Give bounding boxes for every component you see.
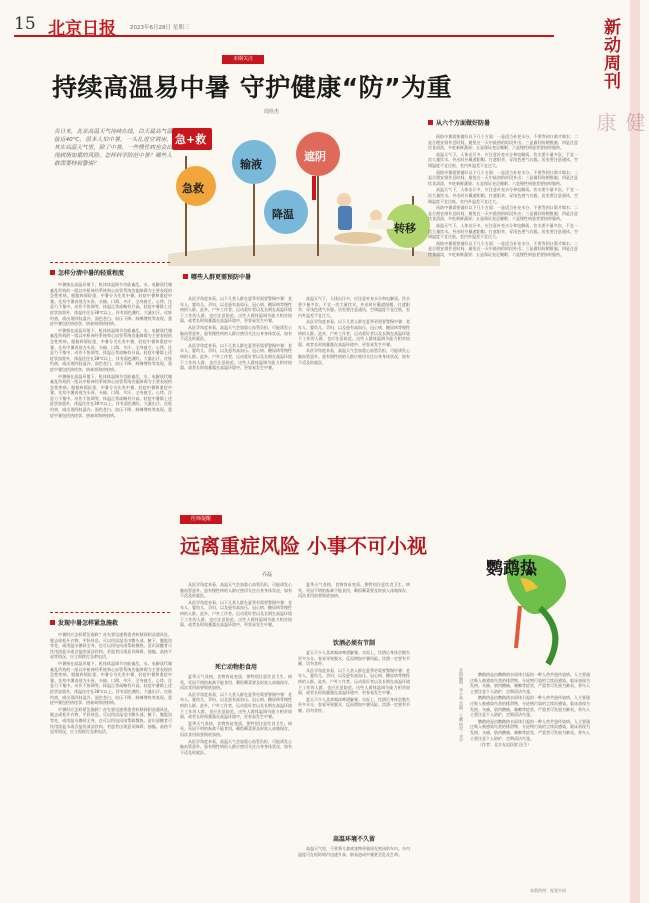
column-sub: 健康: [593, 112, 646, 134]
paragraph: 鹦鹉热是由鹦鹉热衣原体引起的一种人兽共患传染病。人主要通过吸入被感染鸟类的排泄物、分泌物污染的尘埃而感染。临床表现为发热、头痛、肌肉酸痛、咳嗽等症状，严重者可发展为肺炎。养鸟人士要注意个人防护，定期清洁鸟笼。: [470, 718, 590, 741]
paragraph: 夏季天气炎热，食物容易变质，要特别注意饮食卫生。病死、死因不明的畜禽不能食用，剩饭剩菜要及时放入冰箱保存，再次食用前要彻底加热。: [180, 674, 292, 691]
paragraph: 高温天气下，人体出汗多，应注意补充水分和电解质。饮水要少量多次，不宜一次大量饮水。外出时应戴遮阳帽、打遮阳伞，穿浅色透气衣服。居室要注意通风，空调温度不宜过低，室内外温差不宜过大。: [428, 187, 578, 204]
paragraph: 中暑指在高温环境下，机体体温调节功能紊乱，水、电解质代谢紊乱所致的一组以中枢神经系统和心血管系统功能障碍为主要表现的急性疾病。根据病情轻重，中暑分为先兆中暑、轻症中暑和重症中暑。先兆中暑表现为头昏、头痛、口渴、多汗、全身疲乏、心悸、注意力不集中、动作不协调等，体温正常或略有升高。轻症中暑除上述症状加重外，体温往往在38℃以上，伴有面色潮红、大量出汗、皮肤灼热，或出现四肢湿冷、面色苍白、血压下降、脉搏增快等表现。重症中暑包括热痉挛、热衰竭和热射病。: [50, 282, 172, 327]
section-title-3: 哪些人群更需预防中暑: [183, 272, 313, 281]
section-title-5: 死亡动物拒食用: [214, 664, 257, 671]
col6-text: [298, 582, 410, 634]
paragraph: 高温天气下，人体出汗多，应注意补充水分和电解质。饮水要少量多次，不宜一次大量饮水。外出时应戴遮阳帽、打遮阳伞，穿浅色透气衣服。居室要注意通风，空调温度不宜过低，室内外温差不宜过大。: [298, 296, 410, 318]
paper-name: 北京日报: [48, 19, 116, 39]
paragraph: 从医学角度来看，以下几类人群在夏季更需要警惕中暑：老年人、婴幼儿、孕妇，以及患有高血压、冠心病、糖尿病等慢性病的人群。此外，户外工作者、运动爱好者以及长期在高温环境下工作的人群，也应注意防范。这些人群体温调节能力相对较弱，或者长时间暴露在高温环境中，更容易发生中暑。: [298, 667, 410, 696]
paragraph: 从医学角度来看，高温天气会加重心血管负担，可能诱发心脑血管意外。患有慢性病的人群应密切关注自身身体状况，如有不适及时就医。: [180, 324, 292, 342]
sign-label-3: 遮阴: [304, 150, 326, 163]
paragraph: 从医学角度来看，高温天气会加重心血管负担，可能诱发心脑血管意外。患有慢性病的人群应密切关注自身身体状况，如有不适及时就医。: [180, 582, 292, 599]
sign-label-2: 输液: [240, 158, 262, 171]
paragraph: 预防中暑需要做好以下几个方面：一是适当补充水分，不要等到口渴才喝水；二是合理安排作息时间，避免在一天中最热的时段外出；三是做好防晒措施；四是注意饮食清淡，多吃新鲜蔬果；五是保证充足睡眠；六是慢性病患者要按时服药。: [428, 134, 578, 151]
sign-label-1: 急救: [182, 182, 204, 195]
paragraph: 中暑指在高温环境下，机体体温调节功能紊乱，水、电解质代谢紊乱所致的一组以中枢神经系统和心血管系统功能障碍为主要表现的急性疾病。根据病情轻重，中暑分为先兆中暑、轻症中暑和重症中暑。先兆中暑表现为头昏、头痛、口渴、多汗、全身疲乏、心悸、注意力不集中、动作不协调等，体温正常或略有升高。轻症中暑除上述症状加重外，体温往往在38℃以上，伴有面色潮红、大量出汗、皮肤灼热，或出现四肢湿冷、面色苍白、血压下降、脉搏增快等表现。重症中暑包括热痉挛、热衰竭和热射病。: [50, 373, 172, 418]
byline: 周佳杰: [264, 109, 280, 115]
masthead: [14, 13, 554, 37]
first-aid-illustration: [168, 116, 440, 266]
parrot-title: 鹦鹉热: [486, 559, 537, 579]
bullet-icon: [428, 120, 433, 125]
paragraph: 预防中暑需要做好以下几个方面：一是适当补充水分，不要等到口渴才喝水；二是合理安排作息时间，避免在一天中最热的时段外出；三是做好防晒措施；四是注意饮食清淡，多吃新鲜蔬果；五是保证充足睡眠；六是慢性病患者要按时服药。: [428, 240, 578, 257]
top-kicker: 本期关注: [222, 55, 264, 64]
paragraph: 中暑时应怎样紧急施救？首先要迅速将患者转移到阴凉通风处，脱去或松开衣物，平卧休息。可以用凉湿毛巾敷头部、腋下、腹股沟等处，或用温水擦拭全身，也可以用电风扇帮助散热。意识清醒者可饮用淡盐水或含盐的清凉饮料。若患者出现意识障碍、抽搐、高热不退等情况，应立即拨打急救电话。: [50, 632, 172, 660]
section-title-2: 发现中暑怎样紧急施救: [50, 618, 170, 627]
paragraph: 鹦鹉热是由鹦鹉热衣原体引起的一种人兽共患传染病。人主要通过吸入被感染鸟类的排泄物、分泌物污染的尘埃而感染。临床表现为发热、头痛、肌肉酸痛、咳嗽等症状，严重者可发展为肺炎。养鸟人士要注意个人防护，定期清洁鸟笼。: [470, 695, 590, 718]
paragraph: 从医学角度来看，以下几类人群在夏季更需要警惕中暑：老年人、婴幼儿、孕妇，以及患有高血压、冠心病、糖尿病等慢性病的人群。此外，户外工作者、运动爱好者以及长期在高温环境下工作的人群，也应注意防范。这些人群体温调节能力相对较弱，或者长时间暴露在高温环境中，更容易发生中暑。: [298, 319, 410, 347]
paragraph: （作者：北京友谊医院 医生）: [478, 742, 532, 748]
column-label: [584, 14, 646, 144]
paragraph: 中暑指在高温环境下，机体体温调节功能紊乱，水、电解质代谢紊乱所致的一组以中枢神经系统和心血管系统功能障碍为主要表现的急性疾病。根据病情轻重，中暑分为先兆中暑、轻症中暑和重症中暑。先兆中暑表现为头昏、头痛、口渴、多汗、全身疲乏、心悸、注意力不集中、动作不协调等，体温正常或略有升高。轻症中暑除上述症状加重外，体温往往在38℃以上，伴有面色潮红、大量出汗、皮肤灼热，或出现四肢湿冷、面色苍白、血压下降、脉搏增快等表现。重症中暑包括热痉挛、热衰竭和热射病。: [50, 660, 172, 706]
paragraph: 高温天气下，人体出汗多，应注意补充水分和电解质。饮水要少量多次，不宜一次大量饮水。外出时应戴遮阳帽、打遮阳伞，穿浅色透气衣服。居室要注意通风，空调温度不宜过低，室内外温差不宜过大。: [428, 151, 578, 168]
issue-date: 2023年6月28日 星期三: [130, 25, 190, 31]
sign-label-6: 转移: [394, 222, 416, 235]
col2-text: [180, 296, 292, 506]
parrot-text: [470, 672, 590, 882]
sign-label-5: 降温: [272, 208, 294, 221]
paragraph: 预防中暑需要做好以下几个方面：一是适当补充水分，不要等到口渴才喝水；二是合理安排作息时间，避免在一天中最热的时段外出；三是做好防晒措施；四是注意饮食清淡，多吃新鲜蔬果；五是保证充足睡眠；六是慢性病患者要按时服药。: [428, 169, 578, 186]
paragraph: 从医学角度来看，以下几类人群在夏季更需要警惕中暑：老年人、婴幼儿、孕妇，以及患有高血压、冠心病、糖尿病等慢性病的人群。此外，户外工作者、运动爱好者以及长期在高温环境下工作的人群，也应注意防范。这些人群体温调节能力相对较弱，或者长时间暴露在高温环境中，更容易发生中暑。: [180, 599, 292, 628]
paragraph: 夏季天气炎热，食物容易变质，要特别注意饮食卫生。病死、死因不明的畜禽不能食用，剩饭剩菜要及时放入冰箱保存，再次食用前要彻底加热。: [180, 720, 292, 737]
parrot-box: [480, 548, 590, 666]
paragraph: 鹦鹉热是由鹦鹉热衣原体引起的一种人兽共患传染病。人主要通过吸入被感染鸟类的排泄物、分泌物污染的尘埃而感染。临床表现为发热、头痛、肌肉酸痛、咳嗽等症状，严重者可发展为肺炎。养鸟人士要注意个人防护，定期清洁鸟笼。: [470, 672, 590, 694]
section-title-7: 高温环境不久留: [332, 836, 375, 843]
paragraph: 夏天不少人喜欢喝冰啤酒解暑。实际上，饮酒后身体会散失更多水分，容易导致脱水，反而增加中暑风险。饮酒一定要有节制，切勿贪杯。: [298, 650, 410, 667]
paragraph: 高温天气下，人体出汗多，应注意补充水分和电解质。饮水要少量多次，不宜一次大量饮水。外出时应戴遮阳帽、打遮阳伞，穿浅色透气衣服。居室要注意通风，空调温度不宜过低，室内外温差不宜过大。: [428, 222, 578, 240]
paragraph: 中暑指在高温环境下，机体体温调节功能紊乱，水、电解质代谢紊乱所致的一组以中枢神经系统和心血管系统功能障碍为主要表现的急性疾病。根据病情轻重，中暑分为先兆中暑、轻症中暑和重症中暑。先兆中暑表现为头昏、头痛、口渴、多汗、全身疲乏、心悸、注意力不集中、动作不协调等，体温正常或略有升高。轻症中暑除上述症状加重外，体温往往在38℃以上，伴有面色潮红、大量出汗、皮肤灼热，或出现四肢湿冷、面色苍白、血压下降、脉搏增快等表现。重症中暑包括热痉挛、热衰竭和热射病。: [50, 327, 172, 372]
divider: [50, 262, 170, 263]
paragraph: 夏季天气炎热，食物容易变质，要特别注意饮食卫生。病死、死因不明的畜禽不能食用，剩饭剩菜要及时放入冰箱保存，再次食用前要彻底加热。: [298, 582, 410, 599]
paragraph: 从医学角度来看，以下几类人群在夏季更需要警惕中暑：老年人、婴幼儿、孕妇，以及患有高血压、冠心病、糖尿病等慢性病的人群。此外，户外工作者、运动爱好者以及长期在高温环境下工作的人群，也应注意防范。这些人群体温调节能力相对较弱，或者长时间暴露在高温环境中，更容易发生中暑。: [180, 691, 292, 720]
second-headline: 远离重症风险 小事不可小视: [180, 534, 427, 558]
column-name: 新动周刊: [600, 18, 620, 90]
intro-text: 炎日来，北京高温天气持续在线，白天最高气温接近40℃。很多人怕中暑，一头扎进空调房，其实高温天气里，除了中暑，一些慢性病也会出现病情加重的风险。怎样科学防范中暑？哪些人群需要特别警惕？: [54, 129, 172, 167]
side-stripe: [630, 0, 640, 903]
divider: [50, 612, 170, 613]
page-number: 15: [14, 14, 36, 34]
paragraph: 高温天气里，不要将儿童或宠物单独留在密闭的车内。车内温度可在短时间内迅速升高，极易造成中暑甚至危及生命。: [298, 846, 410, 857]
col7-text: [298, 846, 410, 894]
paragraph: 从医学角度来看，高温天气会加重心血管负担，可能诱发心脑血管意外。患有慢性病的人群应密切关注自身身体状况，如有不适及时就医。: [298, 348, 410, 365]
paragraph: 夏天不少人喜欢喝冰啤酒解暑。实际上，饮酒后身体会散失更多水分，容易导致脱水，反而增加中暑风险。饮酒一定要有节制，切勿贪杯。: [298, 696, 410, 713]
col6-text-b: [298, 650, 410, 830]
section-title-6: 饮酒必须有节制: [332, 640, 375, 647]
bullet-icon: [50, 620, 55, 625]
paragraph: 从医学角度来看，以下几类人群在夏季更需要警惕中暑：老年人、婴幼儿、孕妇，以及患有高血压、冠心病、糖尿病等慢性病的人群。此外，户外工作者、运动爱好者以及长期在高温环境下工作的人群，也应注意防范。这些人群体温调节能力相对较弱，或者长时间暴露在高温环境中，更容易发生中暑。: [180, 296, 292, 324]
main-headline: 持续高温易中暑 守护健康“防”为重: [52, 73, 453, 102]
kicker-2: 医师提醒: [180, 515, 222, 524]
editor-credits: 本期编辑：李小萌 美编：王鹏 校对：刘宇: [459, 668, 464, 743]
col5-text-b: [180, 674, 292, 894]
section-title-4: 从六个方面做好防暑: [428, 118, 578, 127]
col4-text: [428, 134, 578, 546]
col1-text-a: [50, 282, 172, 578]
illustration: [168, 116, 440, 266]
paragraph: 从医学角度来看，以下几类人群在夏季更需要警惕中暑：老年人、婴幼儿、孕妇，以及患有高血压、冠心病、糖尿病等慢性病的人群。此外，户外工作者、运动爱好者以及长期在高温环境下工作的人群，也应注意防范。这些人群体温调节能力相对较弱，或者长时间暴露在高温环境中，更容易发生中暑。: [180, 342, 292, 371]
byline-2: 乔磊: [262, 572, 273, 578]
paragraph: 从医学角度来看，高温天气会加重心血管负担，可能诱发心脑血管意外。患有慢性病的人群应密切关注自身身体状况，如有不适及时就医。: [180, 738, 292, 755]
photo-credit: 本版供图：视觉中国: [530, 888, 566, 893]
paragraph: 中暑时应怎样紧急施救？首先要迅速将患者转移到阴凉通风处，脱去或松开衣物，平卧休息。可以用凉湿毛巾敷头部、腋下、腹股沟等处，或用温水擦拭全身，也可以用电风扇帮助散热。意识清醒者可饮用淡盐水或含盐的清凉饮料。若患者出现意识障碍、抽搐、高热不退等情况，应立即拨打急救电话。: [50, 706, 172, 735]
col5-text: [180, 582, 292, 660]
paragraph: 预防中暑需要做好以下几个方面：一是适当补充水分，不要等到口渴才喝水；二是合理安排作息时间，避免在一天中最热的时段外出；三是做好防晒措施；四是注意饮食清淡，多吃新鲜蔬果；五是保证充足睡眠；六是慢性病患者要按时服药。: [428, 205, 578, 222]
bullet-icon: [183, 274, 188, 279]
bullet-icon: [50, 270, 55, 275]
section-title-1: 怎样分清中暑的轻重程度: [50, 268, 170, 277]
cross-sign-label: 急+救: [175, 133, 207, 146]
col1-text-b: [50, 632, 172, 894]
col3-text: [298, 296, 410, 506]
